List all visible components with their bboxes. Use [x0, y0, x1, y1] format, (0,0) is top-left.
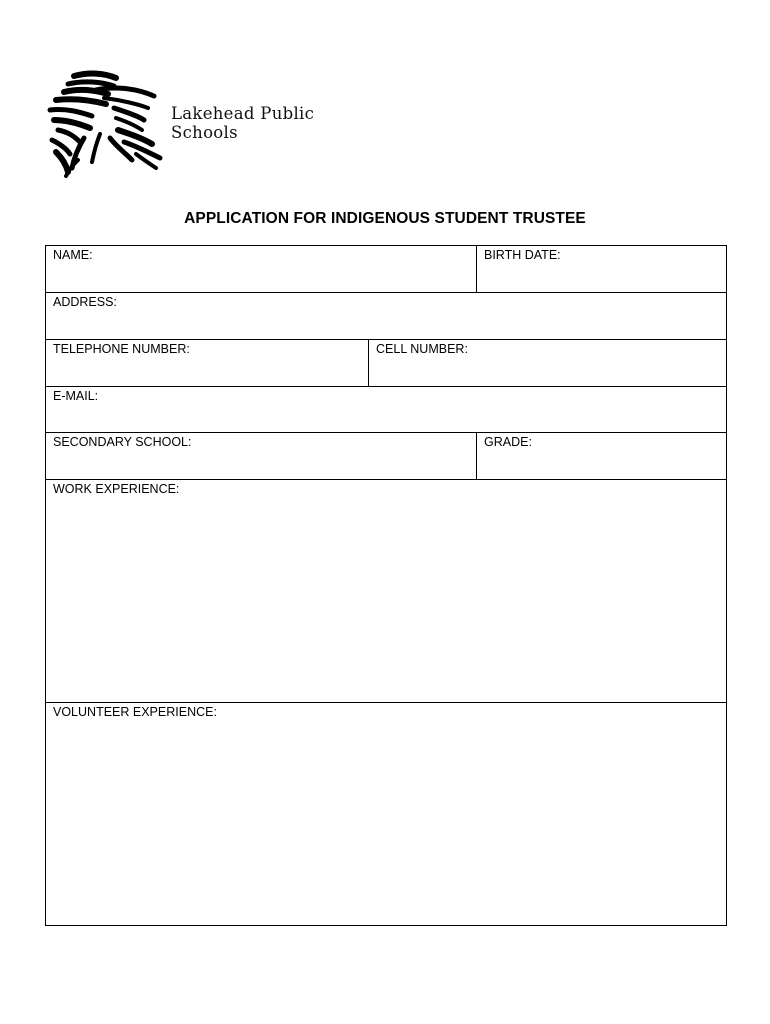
work-experience-label: WORK EXPERIENCE: — [53, 482, 180, 496]
secondary-school-field[interactable] — [46, 433, 476, 479]
row-address — [46, 293, 726, 340]
birth-date-label: BIRTH DATE: — [484, 248, 561, 262]
grade-label: GRADE: — [484, 435, 532, 449]
row-name — [46, 246, 726, 293]
logo — [44, 68, 384, 184]
name-label: NAME: — [53, 248, 93, 262]
volunteer-experience-label: VOLUNTEER EXPERIENCE: — [53, 705, 217, 719]
cell-number-label: CELL NUMBER: — [376, 342, 468, 356]
email-field[interactable] — [46, 387, 726, 432]
address-field[interactable] — [46, 293, 726, 339]
row-school — [46, 433, 726, 480]
cell-number-field[interactable] — [368, 340, 726, 386]
email-label: E-MAIL: — [53, 389, 99, 403]
row-work-experience — [46, 480, 726, 703]
address-label: ADDRESS: — [53, 295, 117, 309]
telephone-label: TELEPHONE NUMBER: — [53, 342, 190, 356]
grade-field[interactable] — [476, 433, 726, 479]
telephone-field[interactable] — [46, 340, 368, 386]
form-title: APPLICATION FOR INDIGENOUS STUDENT TRUSTEE — [184, 210, 586, 227]
work-experience-field[interactable] — [46, 480, 726, 702]
org-name: Lakehead Public Schools — [171, 104, 315, 142]
star-brush-logo-icon — [44, 68, 164, 184]
row-phone — [46, 340, 726, 387]
secondary-school-label: SECONDARY SCHOOL: — [53, 435, 192, 449]
row-email — [46, 387, 726, 433]
volunteer-experience-field[interactable] — [46, 703, 726, 925]
application-form — [45, 245, 727, 926]
birth-date-field[interactable] — [476, 246, 726, 292]
name-field[interactable] — [46, 246, 476, 292]
row-volunteer-experience — [46, 703, 726, 925]
